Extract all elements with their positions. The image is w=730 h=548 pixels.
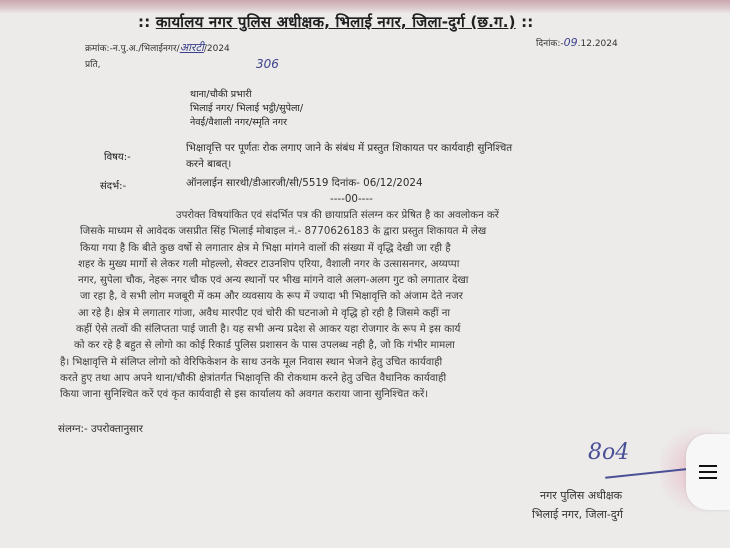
body-line: जा रहा है, वे सभी लोग मजबूरी में कम और व्यवसाय के रूप में ज्यादा भी भिक्षावृत्ति को अंजाम देते नजर bbox=[80, 291, 463, 303]
signature: 8o4 bbox=[588, 440, 630, 465]
addressee-line-3: नेवई/वैशाली नगर/स्मृति नगर bbox=[190, 117, 288, 128]
body-line: शहर के मुख्य मार्गो से लेकर गली मोहल्लो, सेक्टर टाउनशिप एरिया, वैशाली नगर के उत्सासनगर, अय्यप्पा bbox=[78, 258, 460, 270]
handwritten-reference: आरटी bbox=[179, 41, 204, 54]
handwritten-number: 306 bbox=[256, 57, 279, 71]
body-line: जिसके माध्यम से आवेदक जसप्रीत सिंह भिलाई मोबाइल नं.- 8770626183 के द्वारा प्रस्तुत शिकायत मे लेख bbox=[80, 226, 487, 238]
reference-label: संदर्भ:- bbox=[100, 181, 127, 192]
addressee-line-1: थाना/चौकी प्रभारी bbox=[190, 89, 252, 100]
handwritten-day: 09 bbox=[563, 36, 578, 49]
office-name: कार्यालय नगर पुलिस अधीक्षक, भिलाई नगर, जिला-दुर्ग (छ.ग.) bbox=[155, 13, 516, 31]
subject-line-2: करने बाबत्। bbox=[186, 158, 232, 170]
signatory-place: भिलाई नगर, जिला-दुर्ग bbox=[532, 508, 623, 521]
prati-label: प्रति, bbox=[85, 60, 101, 70]
date-label: दिनांक:- bbox=[536, 39, 564, 49]
subject-label: विषय:- bbox=[104, 152, 131, 163]
body-line: आ रहे है। क्षेत्र मे लगातार गांजा, अवैध मारपीट एवं चोरी की घटनाओ मे वृद्धि हो रही है जिसमे कहीं ना bbox=[78, 307, 451, 319]
signatory-designation: नगर पुलिस अधीक्षक bbox=[540, 489, 623, 502]
date-rest: .12.2024 bbox=[577, 39, 618, 49]
separator: ----00---- bbox=[330, 193, 373, 205]
body-line: कहीं ऐसे तत्वों की संलिप्तता पाई जाती है। यह सभी अन्य प्रदेश से आकर यहा रोजगार के रूप मे इस कार्य bbox=[76, 324, 461, 336]
body-line: को कर रहे है बहुत से लोगो का कोई रिकार्ड पुलिस प्रशासन के पास उपलब्ध नही है, जो कि गंभीर मामला bbox=[74, 340, 455, 352]
body-line: नगर, सुपेला चौक, नेहरू नगर चौक एवं अन्य स्थानों पर भीख मांगने वाले अलग-अलग गुट को लगातार देखा bbox=[78, 275, 469, 287]
enclosure bbox=[58, 422, 143, 436]
body-line: उपरोक्त विषयांकित एवं संदर्भित पत्र की छायाप्रति संलग्न कर प्रेषित है का अवलोकन करें bbox=[176, 210, 499, 221]
title-suffix: :: bbox=[521, 13, 534, 31]
body-line: है। भिक्षावृत्ति मे संलिप्त लोगो को वेरिफिकेशन के साथ उनके मूल निवास स्थान भेजने हेतु उचित कार्यवाही bbox=[60, 356, 443, 368]
reference-prefix: क्रमांक:-न.पु.अ./भिलाईनगर/ bbox=[85, 44, 180, 54]
reference-number bbox=[85, 40, 230, 55]
addressee-line-2: भिलाई नगर/ भिलाई भट्ठी/सुपेला/ bbox=[190, 103, 304, 114]
reference-text: ऑनलाईन सारथी/डीआरजी/सी/5519 दिनांक- 06/12/2024 bbox=[186, 177, 423, 189]
hamburger-menu-icon bbox=[699, 465, 717, 479]
subject-line-1: भिक्षावृत्ति पर पूर्णतः रोक लगाए जाने के संबंध में प्रस्तुत शिकायत पर कार्यवाही सुनिश्चित bbox=[186, 142, 513, 154]
menu-button[interactable] bbox=[686, 434, 730, 510]
body-line: किया जाना सुनिश्चित करें एवं कृत कार्यवाही से इस कार्यालय को अवगत कराया जाना सुनिश्चित करें। bbox=[60, 389, 429, 401]
enclosure-text: उपरोक्तानुसार bbox=[91, 423, 144, 435]
body-line: किया गया है कि बीते कुछ वर्षो से लगातार क्षेत्र मे भिक्षा मांगने वालों की संख्या में वृद्धि देखी जा रही है bbox=[80, 242, 451, 254]
letter-date bbox=[536, 36, 618, 49]
reference-year: /2024 bbox=[203, 44, 230, 54]
letter-body bbox=[58, 208, 698, 404]
title-prefix: :: bbox=[138, 13, 151, 31]
letterhead-title bbox=[138, 12, 534, 32]
body-line: करते हुए तथा आप अपने थाना/चौकी क्षेत्रांतर्गत भिक्षावृत्ति की रोकथाम करने हेतु उचित वैधानिक कार्यवाही bbox=[60, 372, 447, 384]
enclosure-label: संलग्न:- bbox=[58, 423, 88, 435]
